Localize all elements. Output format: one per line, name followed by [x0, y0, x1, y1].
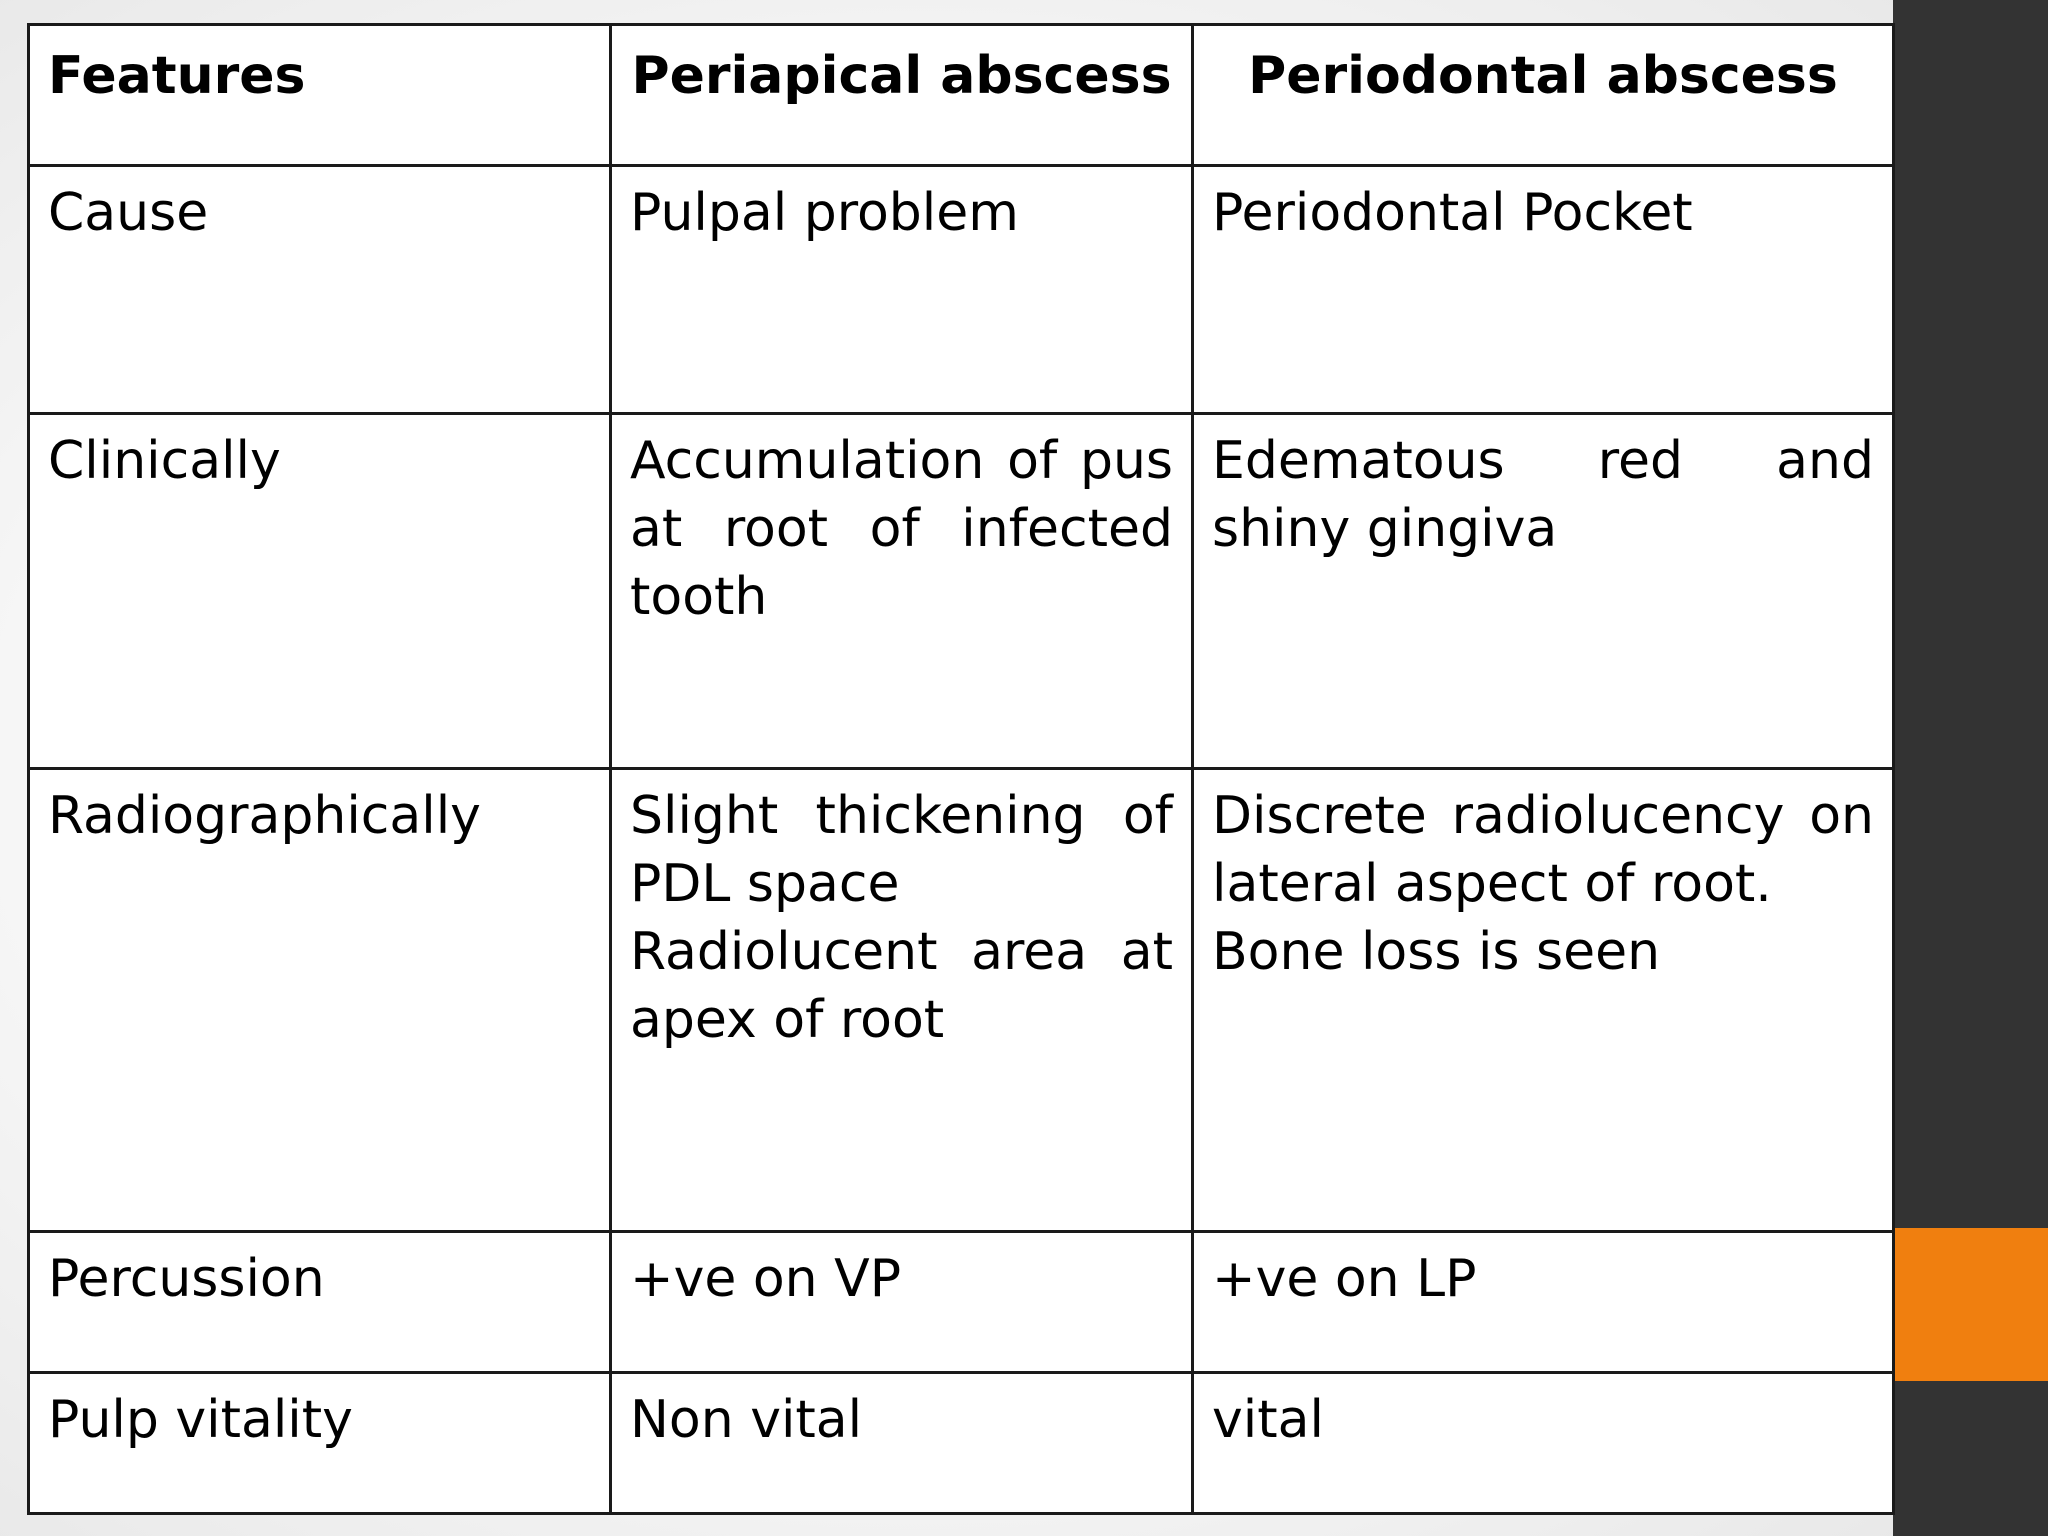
header-features: Features — [29, 25, 611, 166]
comparison-table — [27, 23, 1895, 1515]
periodontal-cell: Edematous red and shiny gingiva — [1193, 414, 1894, 769]
periapical-cell: Pulpal problem — [611, 166, 1193, 414]
periodontal-cell: vital — [1193, 1373, 1894, 1514]
table-row — [29, 1232, 1894, 1373]
periapical-cell: Non vital — [611, 1373, 1193, 1514]
periapical-cell: Slight thickening of PDL space Radiolucent area at apex of root — [611, 769, 1193, 1232]
feature-cell: Pulp vitality — [29, 1373, 611, 1514]
table-row — [29, 769, 1894, 1232]
table-row — [29, 1373, 1894, 1514]
feature-cell: Clinically — [29, 414, 611, 769]
periapical-cell: +ve on VP — [611, 1232, 1193, 1373]
table-row — [29, 166, 1894, 414]
slide-accent-block — [1893, 1228, 2048, 1381]
feature-cell: Radiographically — [29, 769, 611, 1232]
feature-cell: Cause — [29, 166, 611, 414]
table-row — [29, 414, 1894, 769]
periodontal-cell: Discrete radiolucency on lateral aspect of root. Bone loss is seen — [1193, 769, 1894, 1232]
periodontal-cell: Periodontal Pocket — [1193, 166, 1894, 414]
feature-cell: Percussion — [29, 1232, 611, 1373]
header-periodontal-abscess: Periodontal abscess — [1193, 25, 1894, 166]
header-periapical-abscess: Periapical abscess — [611, 25, 1193, 166]
periapical-cell: Accumulation of pus at root of infected tooth — [611, 414, 1193, 769]
table-header-row — [29, 25, 1894, 166]
periodontal-cell: +ve on LP — [1193, 1232, 1894, 1373]
